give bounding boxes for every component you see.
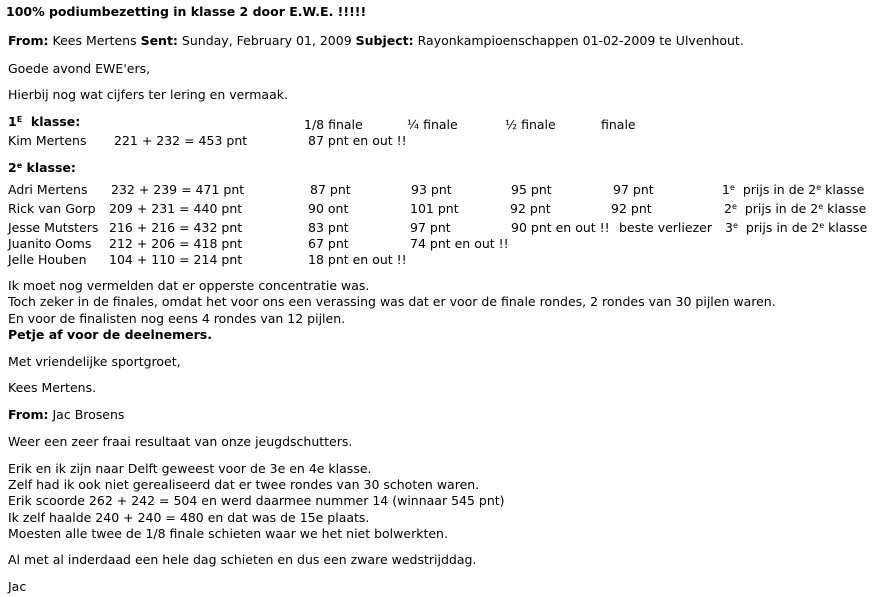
class2-row-name: Jesse Mutsters: [8, 220, 99, 235]
from-value: Kees Mertens: [52, 33, 137, 48]
class2-row-r2: 101 pnt: [410, 201, 459, 216]
prize-text: prijs in de 2: [745, 220, 820, 235]
prize-tail: klasse: [827, 201, 867, 216]
class1-heading-sup: E: [16, 115, 23, 124]
second-body-line: Zelf had ik ook niet gerealiseerd dat er twee rondes van 30 schoten waren.: [8, 477, 480, 492]
class2-row-score: 232 + 239 = 471 pnt: [111, 182, 245, 197]
second-from-value: Jac Brosens: [52, 407, 125, 422]
second-body-line: Erik scoorde 262 + 242 = 504 en werd daarmee nummer 14 (winnaar 545 pnt): [8, 493, 505, 508]
second-body-line: Moesten alle twee de 1/8 finale schieten waar we het niet bolwerkten.: [8, 526, 448, 541]
regards: Met vriendelijke sportgroet,: [8, 354, 181, 369]
class2-row-r1: 87 pnt: [310, 182, 351, 197]
col-header-final: finale: [601, 117, 636, 132]
page-title: 100% podiumbezetting in klasse 2 door E.W.E. !!!!!: [6, 4, 367, 19]
col-header-half: ½ finale: [505, 117, 556, 132]
prize-num: 3: [725, 220, 733, 235]
prize-sup: e: [731, 202, 737, 211]
prize-num: 2: [724, 201, 732, 216]
petje-line: Petje af voor de deelnemers.: [8, 327, 212, 342]
prize-sup: e: [732, 221, 738, 230]
class1-row-score: 221 + 232 = 453 pnt: [114, 133, 248, 148]
class2-row-r4: beste verliezer: [619, 220, 712, 235]
prize-class-sup: e: [819, 221, 825, 230]
class2-row-prize: [724, 201, 866, 216]
class1-heading: [8, 114, 80, 129]
class2-row-name: Jelle Houben: [8, 252, 87, 267]
class1-row-name: Kim Mertens: [8, 133, 87, 148]
second-line1: Weer een zeer fraai resultaat van onze jeugdschutters.: [8, 434, 353, 449]
class2-heading-sup: e: [16, 161, 23, 170]
prize-tail: klasse: [825, 182, 865, 197]
class2-heading: [8, 160, 76, 175]
from-label: From:: [8, 33, 49, 48]
second-signature: Jac: [8, 579, 27, 594]
class2-row-r1: 18 pnt en out !!: [308, 252, 407, 267]
prize-class-sup: e: [816, 183, 822, 192]
class2-row-r4: 97 pnt: [613, 182, 654, 197]
body-line: Ik moet nog vermelden dat er opperste concentratie was.: [8, 278, 370, 293]
class2-row-r3: 90 pnt en out !!: [511, 220, 610, 235]
class2-row-r2: 93 pnt: [411, 182, 452, 197]
second-body-line: Ik zelf haalde 240 + 240 = 480 en dat was de 15e plaats.: [8, 510, 370, 525]
class2-row-score: 104 + 110 = 214 pnt: [109, 252, 243, 267]
prize-text: prijs in de 2: [742, 182, 817, 197]
second-from: [8, 407, 124, 422]
prize-sup: e: [729, 183, 735, 192]
sent-value: Sunday, February 01, 2009: [181, 33, 352, 48]
second-closing: Al met al inderdaad een hele dag schieten en dus een zware wedstrijddag.: [8, 552, 477, 567]
subject-label: Subject:: [355, 33, 414, 48]
intro-text: Hierbij nog wat cijfers ter lering en vermaak.: [8, 87, 288, 102]
col-header-eighth: 1/8 finale: [304, 117, 363, 132]
class2-row-name: Juanito Ooms: [8, 236, 92, 251]
class2-row-r3: 95 pnt: [511, 182, 552, 197]
sent-label: Sent:: [140, 33, 178, 48]
class2-row-prize: [722, 182, 864, 197]
class2-row-score: 209 + 231 = 440 pnt: [109, 201, 243, 216]
greeting: Goede avond EWE'ers,: [8, 61, 151, 76]
signature: Kees Mertens.: [8, 380, 97, 395]
class2-row-score: 212 + 206 = 418 pnt: [109, 236, 243, 251]
class2-row-r4: 92 pnt: [611, 201, 652, 216]
class2-heading-num: 2: [8, 160, 17, 175]
class2-row-r1: 90 ont: [308, 201, 349, 216]
class2-row-name: Rick van Gorp: [8, 201, 96, 216]
class2-row-r2: 97 pnt: [410, 220, 451, 235]
class1-heading-num: 1: [8, 114, 17, 129]
email-header: [8, 33, 744, 48]
class2-row-r1: 83 pnt: [308, 220, 349, 235]
class2-row-prize: [725, 220, 867, 235]
subject-value: Rayonkampioenschappen 01-02-2009 te Ulvenhout.: [417, 33, 744, 48]
class2-row-name: Adri Mertens: [8, 182, 88, 197]
body-line: Toch zeker in de finales, omdat het voor ons een verassing was dat er voor de finale rondes, 2 rondes van 30 pijlen waren.: [8, 294, 776, 309]
second-body-line: Erik en ik zijn naar Delft geweest voor de 3e en 4e klasse.: [8, 461, 372, 476]
class1-row-r1: 87 pnt en out !!: [308, 133, 407, 148]
prize-class-sup: e: [818, 202, 824, 211]
second-from-label: From:: [8, 407, 49, 422]
prize-text: prijs in de 2: [744, 201, 819, 216]
prize-tail: klasse: [828, 220, 868, 235]
class2-row-r2: 74 pnt en out !!: [410, 236, 509, 251]
body-line: En voor de finalisten nog eens 4 rondes van 12 pijlen.: [8, 311, 346, 326]
class2-row-score: 216 + 216 = 432 pnt: [109, 220, 243, 235]
class2-row-r1: 67 pnt: [308, 236, 349, 251]
col-header-quarter: ¼ finale: [407, 117, 458, 132]
class2-heading-label: klasse:: [26, 160, 76, 175]
class1-heading-label: klasse:: [30, 114, 81, 129]
class2-row-r3: 92 pnt: [510, 201, 551, 216]
prize-num: 1: [722, 182, 730, 197]
